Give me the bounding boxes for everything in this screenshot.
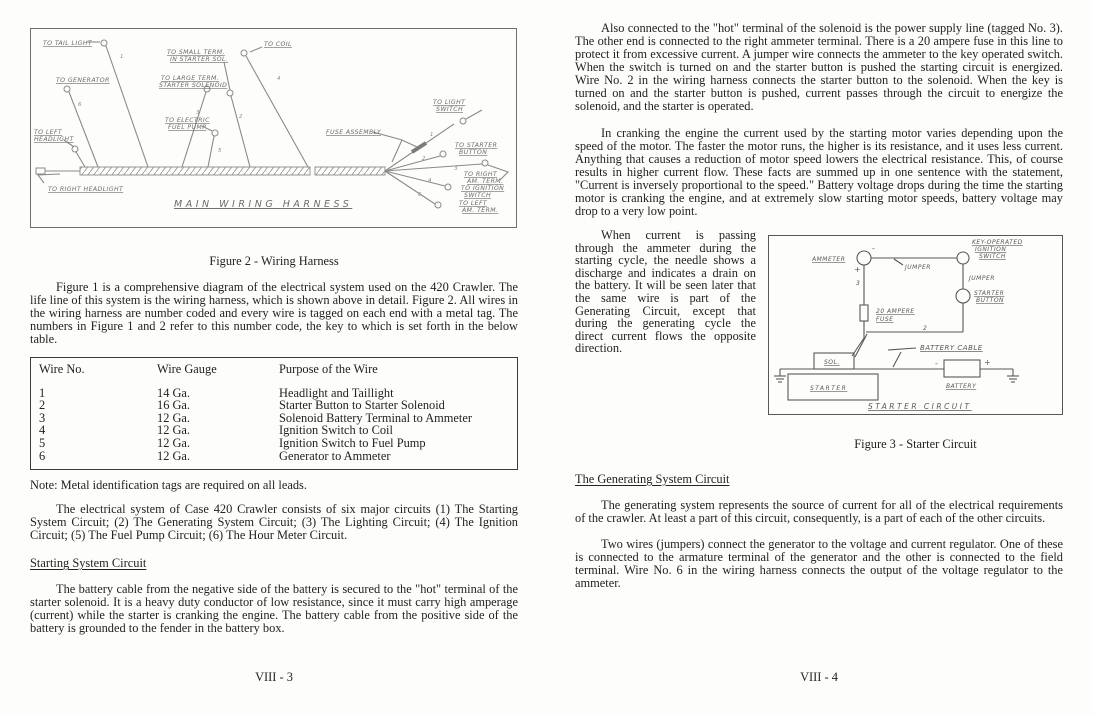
wire-number: 4 [428, 178, 432, 184]
figure-3-block [768, 235, 1063, 452]
paragraph: When current is passing through the ammeter during the starting cycle, the needle shows a discharge and indicates a drain on the battery. It will be seen later that the same wire is part of the Generating Circuit, except that during the generating cycle the direct current flows the opposite direction. [575, 228, 756, 356]
wire-number: 1 [120, 54, 124, 60]
label-to-fuel-pump: FUEL PUMP [168, 124, 207, 131]
wire-table-header-row [39, 363, 509, 376]
harness-left-plug [36, 168, 45, 174]
label-to-large-term: TO LARGE TERM. [161, 75, 220, 82]
page-right [575, 0, 1063, 684]
label-to-left-headlight: HEADLIGHT [34, 136, 74, 143]
connector [435, 202, 441, 208]
label-battery: BATTERY [946, 383, 977, 390]
wire-number: 5 [218, 148, 222, 154]
connector [445, 184, 451, 190]
figure-3-title: STARTER CIRCUIT [868, 402, 972, 411]
battery-plus: + [984, 358, 991, 367]
connector [482, 160, 488, 166]
label-key-operated-ignition-switch: IGNITION [975, 246, 1007, 253]
table-header-wire-no: Wire No. [39, 362, 85, 376]
paragraph: The generating system represents the source of current for all of the electrical requirements of the crawler. At least a part of this circuit, consequently, is a part of each of the other circuits. [575, 498, 1063, 525]
table-row: 3 12 Ga. Solenoid Battery Terminal to Ammeter [39, 410, 472, 425]
harness-bar [80, 167, 310, 175]
label-to-right-am-term: AM. TERM. [467, 178, 504, 185]
paragraph: The electrical system of Case 420 Crawler consists of six major circuits (1) The Starting System Circuit; (2) The Generating System Circuit; (3) The Lighting Circuit; (4) The Ignition Circuit; (5) The Fuel Pump Circuit; (6) The Hour Meter Circuit. [30, 502, 518, 543]
wire-number-3: 3 [856, 280, 861, 287]
ignition-switch-symbol [957, 252, 969, 264]
table-row: 4 12 Ga. Ignition Switch to Coil [39, 423, 393, 438]
label-to-starter-button: TO STARTER [455, 142, 498, 149]
label-jumper: JUMPER [969, 275, 995, 282]
fuse-on-wire [412, 143, 426, 152]
heading-starting-system-circuit: Starting System Circuit [30, 556, 147, 571]
label-to-light-switch: TO LIGHT [433, 99, 466, 106]
wire-number: 4 [277, 76, 281, 82]
label-to-tail-light: TO TAIL LIGHT [43, 40, 92, 47]
paragraph: Two wires (jumpers) connect the generator to the voltage and current regulator. One of these is connected to the armature terminal of the generator and the other is connected to the field terminal. Wire No. 6 in the wiring harness connects the output of the voltage regulator to the ammeter. [575, 537, 1063, 590]
ammeter-minus: - [872, 244, 875, 253]
heading-generating-system-circuit: The Generating System Circuit [575, 472, 730, 486]
label-to-generator: TO GENERATOR [56, 77, 110, 84]
ammeter-plus: + [854, 265, 861, 274]
paragraph: In cranking the engine the current used by the starting motor varies depending upon the speed of the motor. The faster the motor runs, the higher is its resistance, and it uses less current. Anything that causes a reduction of motor speed lowers the electrical resistance. This, of course results in higher current flow. These facts are summed up in one sentence with the statement, "Current is inversely proportional to the speed." Battery voltage drops during the time the starting motor is cranking the engine, and at extremely slow starting motor speeds, battery voltage may drop to a very low point. [575, 126, 1063, 218]
label-to-right-headlight: TO RIGHT HEADLIGHT [48, 186, 124, 193]
connector [460, 118, 466, 124]
figure-3-caption: Figure 3 - Starter Circuit [854, 437, 977, 451]
label-to-large-term: STARTER SOLENOID [159, 82, 228, 89]
paragraph: Also connected to the "hot" terminal of the solenoid is the power supply line (tagged No. 3). The other end is connected to the right ammeter terminal. There is a 20 ampere fuse in this line to protect it from excessive current. A jumper wire connects the ammeter to the key operated switch. When the switch is turned on and the starter button is pushed the starting circuit is energized. Wire No. 2 in the wiring harness connects the starter button to the solenoid. When the key is turned on and the starter button is pushed, current passes through the circuit to energize the solenoid, and the starter is operated. [575, 21, 1063, 113]
connector [64, 86, 70, 92]
label-to-right-am-term: TO RIGHT [464, 171, 498, 178]
wire-number: 6 [78, 102, 82, 108]
wire-number: 6 [418, 192, 422, 198]
table-row: 1 14 Ga. Headlight and Taillight [39, 385, 394, 400]
label-to-left-am-term: AM. TERM. [462, 207, 499, 214]
harness-bar [315, 167, 385, 175]
table-header-wire-gauge: Wire Gauge [157, 362, 217, 376]
label-20-ampere-fuse: 20 AMPERE [876, 308, 915, 315]
figure-2-border [31, 29, 517, 228]
label-to-small-term: TO SMALL TERM. [167, 49, 225, 56]
page-number-right: VIII - 4 [800, 670, 838, 684]
page-left [30, 0, 518, 684]
battery-minus: - [935, 359, 938, 368]
label-to-light-switch: SWITCH [436, 106, 464, 113]
label-key-operated-ignition-switch: KEY-OPERATED [972, 239, 1023, 246]
label-ammeter: AMMETER [812, 256, 846, 263]
starter-button-symbol [956, 289, 970, 303]
paragraph: Figure 1 is a comprehensive diagram of the electrical system used on the 420 Crawler. The life line of this system is the wiring harness, which is shown above in detail. Figure 2. All wires in the wiring harness are number coded and every wire is tagged on each end with a metal tag. The numbers in Figure 1 and 2 refer to this number code, the key to which is set forth in the below table. [30, 280, 518, 346]
label-jumper: JUMPER [905, 264, 931, 271]
connector [212, 130, 218, 136]
table-header-purpose: Purpose of the Wire [279, 362, 378, 376]
label-to-starter-button: BUTTON [459, 149, 488, 156]
note-line: Note: Metal identification tags are required on all leads. [30, 478, 307, 493]
table-row: 6 12 Ga. Generator to Ammeter [39, 448, 391, 463]
wire-number: 1 [430, 132, 434, 138]
label-to-left-headlight: TO LEFT [34, 129, 63, 136]
label-to-fuel-pump: TO ELECTRIC [165, 117, 210, 124]
paragraph: The battery cable from the negative side of the battery is secured to the "hot" terminal of the starter solenoid. It is a heavy duty conductor of low resistance, since it must carry high amperage (current) while the starter is cranking the engine. The battery cable from the positive side of the battery is grounded to the fender in the battery box. [30, 582, 518, 636]
ammeter-symbol [857, 251, 871, 265]
figure-3-starter-circuit [768, 235, 1063, 415]
label-starter: STARTER [810, 385, 848, 392]
page-number-left: VIII - 3 [255, 670, 293, 684]
connector [241, 50, 247, 56]
figure-2-caption: Figure 2 - Wiring Harness [209, 254, 339, 268]
wire-number: 2 [239, 114, 243, 120]
table-row: 5 12 Ga. Ignition Switch to Fuel Pump [39, 435, 426, 450]
label-to-coil: TO COIL [264, 41, 292, 48]
label-20-ampere-fuse: FUSE [876, 316, 894, 323]
label-fuse-assembly: FUSE ASSEMBLY [326, 129, 382, 136]
figure-2-title: MAIN WIRING HARNESS [174, 199, 353, 210]
wire-number-2: 2 [923, 325, 928, 332]
label-battery-cable: BATTERY CABLE [920, 344, 983, 352]
connector [227, 90, 233, 96]
label-sol: SOL. [824, 359, 840, 366]
wire-number: 2 [422, 156, 426, 162]
wire-number: 3 [454, 166, 458, 172]
connector [440, 151, 446, 157]
figure-2-wiring-harness [30, 28, 517, 228]
wire-table [30, 357, 518, 470]
label-to-ignition-switch: TO IGNITION [461, 185, 505, 192]
connector [101, 40, 107, 46]
label-to-small-term: IN STARTER SOL. [170, 56, 229, 63]
battery-box [944, 360, 980, 377]
label-to-ignition-switch: SWITCH [464, 192, 492, 199]
fuse-symbol [860, 305, 868, 321]
starter-circuit-section [575, 229, 1063, 456]
label-to-left-am-term: TO LEFT [459, 200, 488, 207]
label-starter-button: BUTTON [976, 297, 1005, 304]
table-row: 2 16 Ga. Starter Button to Starter Solenoid [39, 398, 445, 413]
label-key-operated-ignition-switch: SWITCH [979, 253, 1006, 260]
wire-number: 3 [196, 110, 200, 116]
label-starter-button: STARTER [974, 290, 1005, 297]
